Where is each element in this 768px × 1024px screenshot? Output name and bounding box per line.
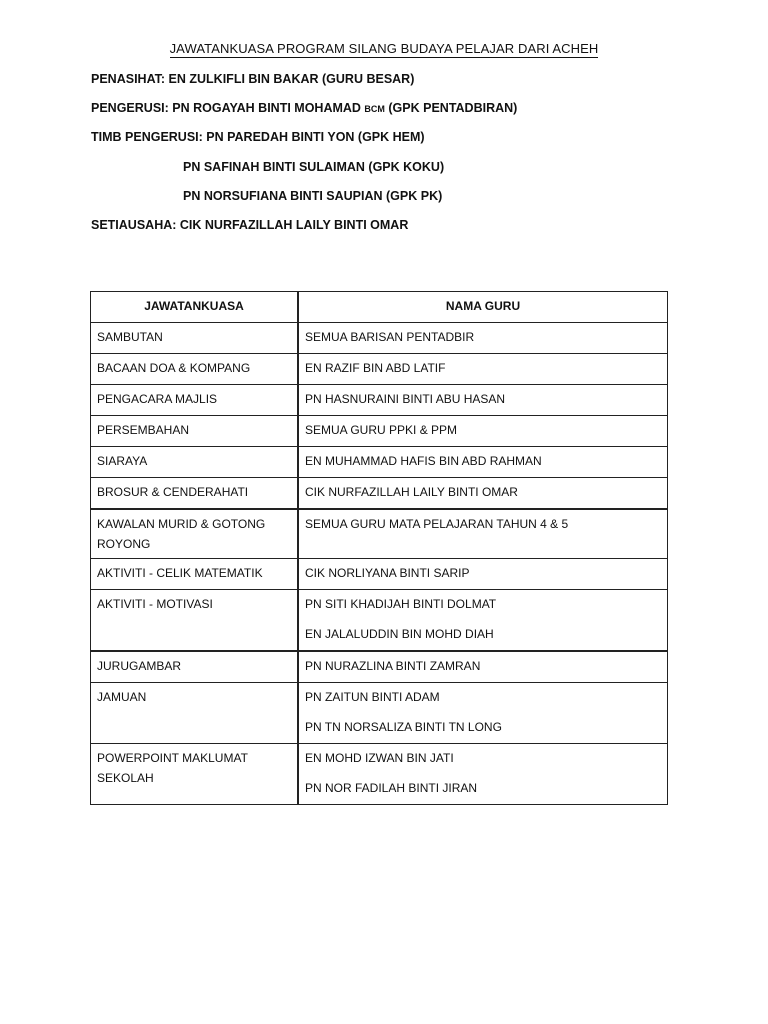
- names-cell: [298, 651, 668, 683]
- pengerusi-honorific: BCM: [364, 104, 385, 114]
- teacher-name: PN SITI KHADIJAH BINTI DOLMAT: [305, 597, 497, 611]
- teacher-name: EN RAZIF BIN ABD LATIF: [305, 361, 446, 375]
- table-row: [91, 744, 668, 805]
- header-jawatankuasa: JAWATANKUASA: [91, 292, 299, 323]
- pengerusi-name: PENGERUSI: PN ROGAYAH BINTI MOHAMAD: [91, 101, 365, 115]
- names-cell: [298, 590, 668, 652]
- table-row: [91, 683, 668, 744]
- committee-cell: POWERPOINT MAKLUMAT SEKOLAH: [91, 744, 299, 805]
- timb-pengerusi-line: TIMB PENGERUSI: PN PAREDAH BINTI YON (GPK HEM): [91, 130, 425, 144]
- header-nama-guru: NAMA GURU: [298, 292, 668, 323]
- names-cell: [298, 478, 668, 510]
- teacher-name: PN NURAZLINA BINTI ZAMRAN: [305, 659, 481, 673]
- teacher-name: SEMUA BARISAN PENTADBIR: [305, 330, 475, 344]
- names-cell: [298, 416, 668, 447]
- teacher-name: PN NOR FADILAH BINTI JIRAN: [305, 781, 478, 795]
- names-cell: [298, 385, 668, 416]
- teacher-name: SEMUA GURU PPKI & PPM: [305, 423, 458, 437]
- committee-cell: KAWALAN MURID & GOTONG ROYONG: [91, 509, 299, 559]
- timb-pengerusi-line-2: PN SAFINAH BINTI SULAIMAN (GPK KOKU): [183, 160, 445, 174]
- names-cell: [298, 683, 668, 744]
- teacher-name: EN MOHD IZWAN BIN JATI: [305, 751, 454, 765]
- names-cell: [298, 354, 668, 385]
- teacher-name: PN TN NORSALIZA BINTI TN LONG: [305, 720, 502, 734]
- table-row: [91, 478, 668, 510]
- committee-cell: JURUGAMBAR: [91, 651, 299, 683]
- table-row: [91, 385, 668, 416]
- committee-cell: PENGACARA MAJLIS: [91, 385, 299, 416]
- teacher-name: CIK NORLIYANA BINTI SARIP: [305, 566, 470, 580]
- table-header-row: [91, 292, 668, 323]
- names-cell: [298, 323, 668, 354]
- setiausaha-line: SETIAUSAHA: CIK NURFAZILLAH LAILY BINTI OMAR: [91, 218, 409, 232]
- names-cell: [298, 447, 668, 478]
- table-row: [91, 447, 668, 478]
- teacher-name: SEMUA GURU MATA PELAJARAN TAHUN 4 & 5: [305, 517, 569, 531]
- penasihat-line: PENASIHAT: EN ZULKIFLI BIN BAKAR (GURU BESAR): [91, 72, 415, 86]
- committee-cell: BROSUR & CENDERAHATI: [91, 478, 299, 510]
- pengerusi-role: (GPK PENTADBIRAN): [384, 101, 518, 115]
- committee-table: [90, 291, 668, 805]
- document-title-text: JAWATANKUASA PROGRAM SILANG BUDAYA PELAJAR DARI ACHEH: [169, 41, 599, 56]
- names-cell: [298, 744, 668, 805]
- teacher-name: PN ZAITUN BINTI ADAM: [305, 690, 440, 704]
- table-row: [91, 651, 668, 683]
- committee-cell: AKTIVITI - CELIK MATEMATIK: [91, 559, 299, 590]
- table-row: [91, 416, 668, 447]
- table-row: [91, 559, 668, 590]
- timb-pengerusi-line-3: PN NORSUFIANA BINTI SAUPIAN (GPK PK): [183, 189, 443, 203]
- table-row: [91, 590, 668, 652]
- committee-cell: SIARAYA: [91, 447, 299, 478]
- names-cell: [298, 559, 668, 590]
- committee-cell: AKTIVITI - MOTIVASI: [91, 590, 299, 652]
- committee-cell: JAMUAN: [91, 683, 299, 744]
- table-row: [91, 323, 668, 354]
- teacher-name: EN JALALUDDIN BIN MOHD DIAH: [305, 627, 494, 641]
- names-cell: [298, 509, 668, 559]
- teacher-name: EN MUHAMMAD HAFIS BIN ABD RAHMAN: [305, 454, 542, 468]
- teacher-name: CIK NURFAZILLAH LAILY BINTI OMAR: [305, 485, 518, 499]
- teacher-name: PN HASNURAINI BINTI ABU HASAN: [305, 392, 506, 406]
- committee-cell: PERSEMBAHAN: [91, 416, 299, 447]
- table-row: [91, 509, 668, 559]
- document-title: [0, 41, 768, 56]
- pengerusi-line: [91, 101, 517, 115]
- table-row: [91, 354, 668, 385]
- committee-cell: BACAAN DOA & KOMPANG: [91, 354, 299, 385]
- committee-cell: SAMBUTAN: [91, 323, 299, 354]
